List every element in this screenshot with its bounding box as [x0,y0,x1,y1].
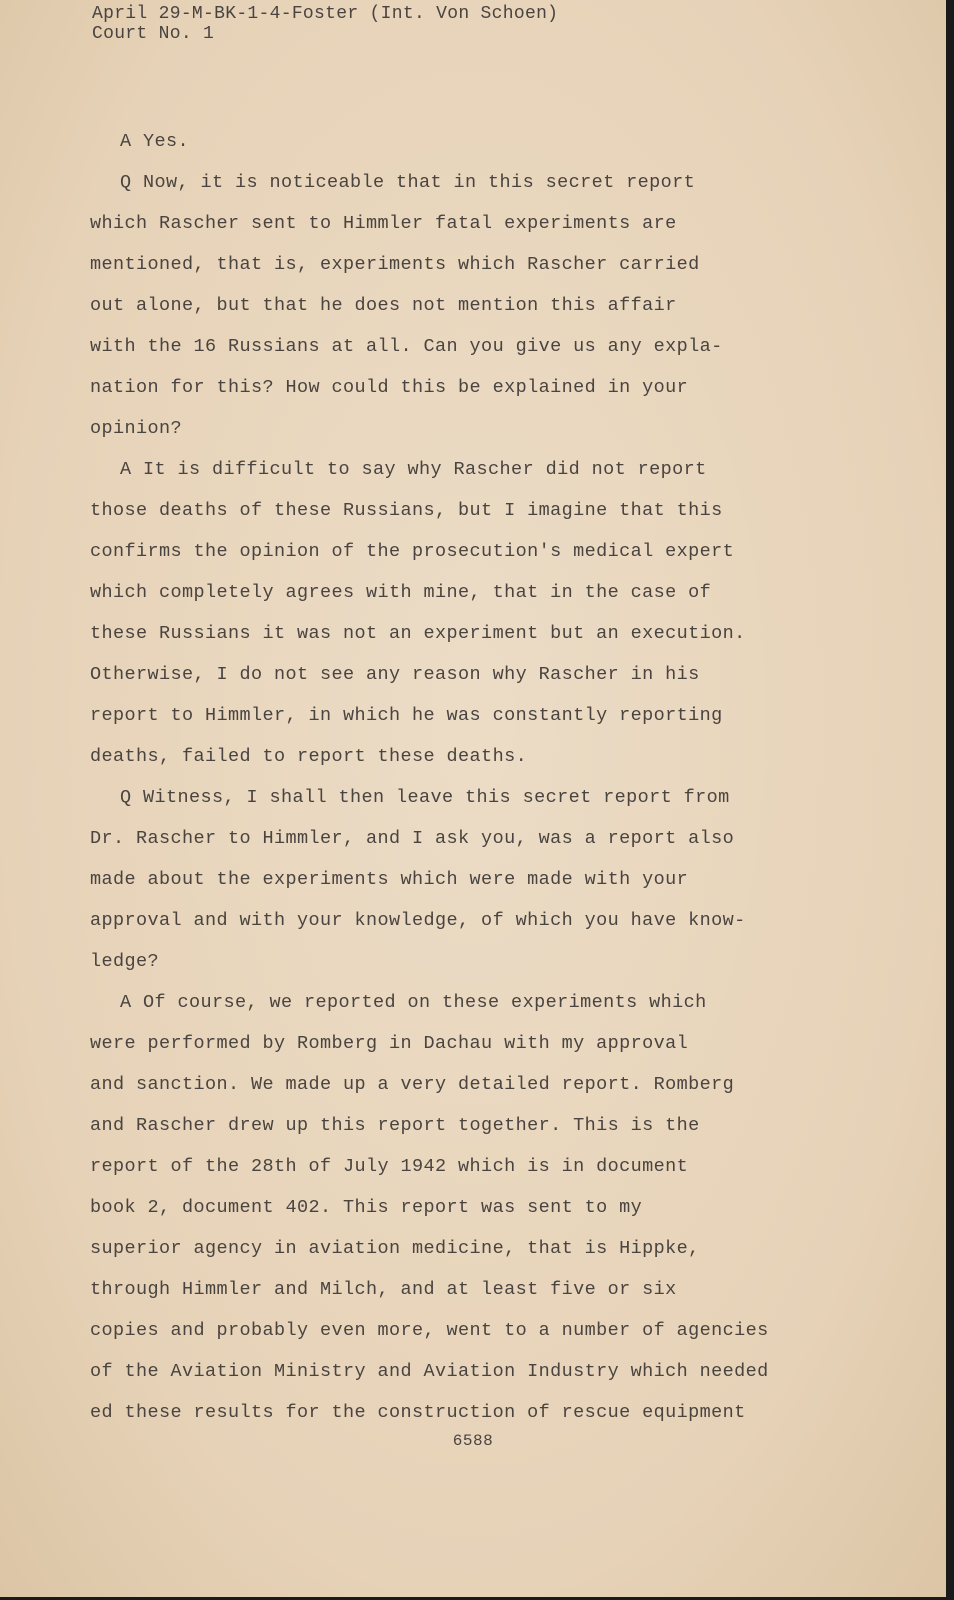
transcript-body [90,121,820,1433]
transcript-line: book 2, document 402. This report was sent to my [90,1197,643,1218]
transcript-line: Q Witness, I shall then leave this secret report from [120,787,730,808]
transcript-line: these Russians it was not an experiment but an execution. [90,623,746,644]
transcript-line: which completely agrees with mine, that in the case of [90,582,712,603]
transcript-line: opinion? [90,418,183,439]
transcript-line: ledge? [90,951,160,972]
transcript-line: A It is difficult to say why Rascher did not report [120,459,707,480]
document-header [92,4,558,44]
transcript-line: superior agency in aviation medicine, that is Hippke, [90,1238,700,1259]
page-number: 6588 [452,1432,494,1450]
transcript-line: out alone, but that he does not mention this affair [90,295,677,316]
transcript-line: were performed by Romberg in Dachau with my approval [90,1033,689,1054]
transcript-line: copies and probably even more, went to a number of agencies [90,1320,769,1341]
transcript-line: Q Now, it is noticeable that in this secret report [120,172,696,193]
transcript-line: mentioned, that is, experiments which Rascher carried [90,254,700,275]
transcript-line: those deaths of these Russians, but I imagine that this [90,500,723,521]
transcript-line: which Rascher sent to Himmler fatal experiments are [90,213,677,234]
transcript-line: of the Aviation Ministry and Aviation Industry which needed [90,1361,769,1382]
transcript-line: deaths, failed to report these deaths. [90,746,528,767]
transcript-line: Otherwise, I do not see any reason why Rascher in his [90,664,700,685]
transcript-line: report to Himmler, in which he was constantly reporting [90,705,723,726]
transcript-line: approval and with your knowledge, of which you have know- [90,910,746,931]
transcript-line: Dr. Rascher to Himmler, and I ask you, was a report also [90,828,735,849]
transcript-line: ed these results for the construction of rescue equipment [90,1402,746,1423]
transcript-line: and Rascher drew up this report together. This is the [90,1115,700,1136]
transcript-line: A Of course, we reported on these experiments which [120,992,707,1013]
transcript-line: through Himmler and Milch, and at least five or six [90,1279,677,1300]
header-line-2: Court No. 1 [92,24,215,44]
transcript-line: with the 16 Russians at all. Can you give us any expla- [90,336,723,357]
transcript-line: A Yes. [120,131,190,152]
transcript-line: made about the experiments which were made with your [90,869,689,890]
transcript-line: and sanction. We made up a very detailed report. Romberg [90,1074,735,1095]
header-line-1: April 29-M-BK-1-4-Foster (Int. Von Schoen) [92,4,559,24]
transcript-line: report of the 28th of July 1942 which is in document [90,1156,689,1177]
transcript-line: confirms the opinion of the prosecution's medical expert [90,541,735,562]
transcript-line: nation for this? How could this be explained in your [90,377,689,398]
